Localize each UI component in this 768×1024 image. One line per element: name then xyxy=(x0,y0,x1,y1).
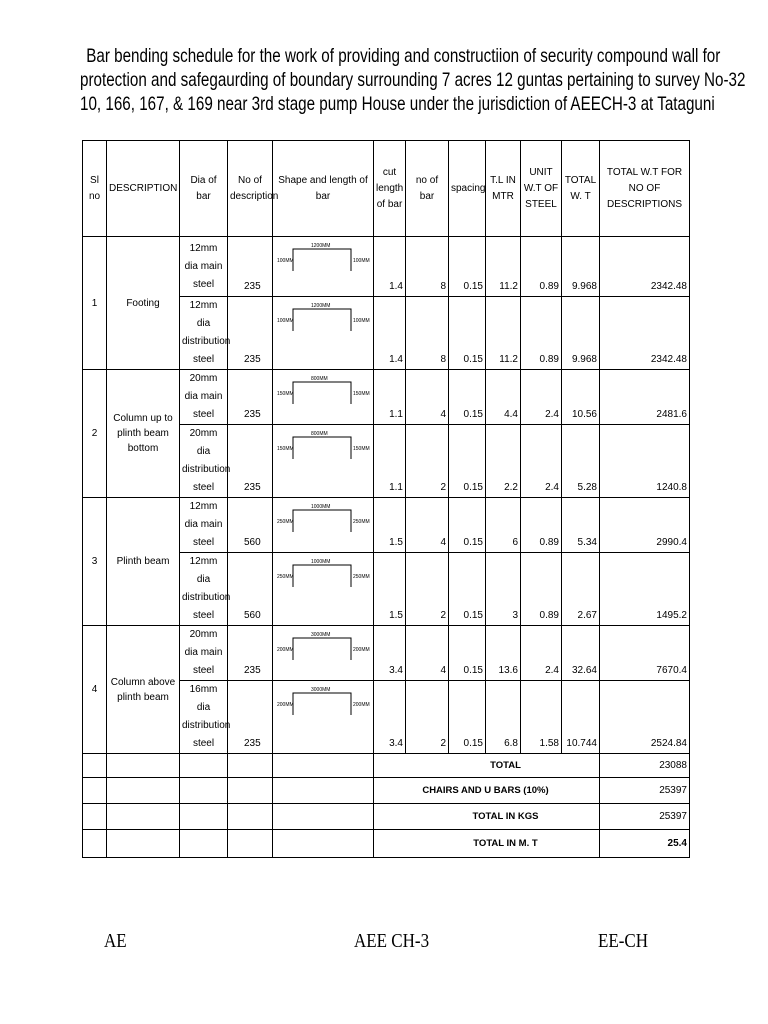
spacing-cell: 0.15 xyxy=(449,370,486,425)
tl-cell: 6 xyxy=(486,498,521,553)
bar-shape-line xyxy=(293,437,351,459)
shape-cell xyxy=(273,237,374,297)
empty-cell xyxy=(83,804,107,830)
total-wt-cell: 9.968 xyxy=(562,237,600,297)
total-all-cell: 1495.2 xyxy=(600,553,690,626)
tl-cell: 13.6 xyxy=(486,626,521,681)
shape-cell xyxy=(273,297,374,370)
bar-shape-diagram xyxy=(275,297,372,341)
spacing-cell: 0.15 xyxy=(449,626,486,681)
total-wt-cell: 5.28 xyxy=(562,425,600,498)
no-of-bar-cell: 4 xyxy=(406,626,449,681)
spacing-cell: 0.15 xyxy=(449,425,486,498)
empty-cell xyxy=(180,754,228,778)
bar-shape-diagram xyxy=(275,425,372,469)
no-desc-cell: 235 xyxy=(228,237,273,297)
shape-top-length: 1200MM xyxy=(311,303,331,309)
shape-cell xyxy=(273,626,374,681)
shape-top-length: 3000MM xyxy=(311,632,331,638)
totals-row xyxy=(83,804,690,830)
no-of-bar-cell: 2 xyxy=(406,681,449,754)
signature-ee: EE-CH xyxy=(598,930,649,952)
bar-shape-line xyxy=(293,565,351,587)
signature-ae: AE xyxy=(104,930,127,952)
empty-cell xyxy=(228,830,273,858)
bar-shape-diagram xyxy=(275,553,372,597)
totals-row xyxy=(83,778,690,804)
header-total-wt: TOTAL W. T xyxy=(562,141,600,237)
shape-right-length: 100MM xyxy=(353,258,370,264)
bar-bending-schedule-table xyxy=(82,140,690,858)
empty-cell xyxy=(83,778,107,804)
empty-cell xyxy=(228,778,273,804)
cut-length-cell: 1.5 xyxy=(374,553,406,626)
no-desc-cell: 235 xyxy=(228,681,273,754)
total-label: TOTAL xyxy=(374,754,600,778)
total-wt-cell: 9.968 xyxy=(562,297,600,370)
unit-wt-cell: 0.89 xyxy=(521,297,562,370)
header-spacing: spacing xyxy=(449,141,486,237)
header-unit-wt: UNIT W.T OF STEEL xyxy=(521,141,562,237)
bar-shape-diagram xyxy=(275,237,372,281)
spacing-cell: 0.15 xyxy=(449,237,486,297)
description-cell: Footing xyxy=(107,237,180,370)
empty-cell xyxy=(273,804,374,830)
shape-right-length: 200MM xyxy=(353,647,370,653)
total-all-cell: 1240.8 xyxy=(600,425,690,498)
empty-cell xyxy=(180,830,228,858)
empty-cell xyxy=(228,754,273,778)
shape-left-length: 200MM xyxy=(277,647,294,653)
header-tl: T.L IN MTR xyxy=(486,141,521,237)
schedule-row xyxy=(83,626,690,681)
cut-length-cell: 1.4 xyxy=(374,297,406,370)
spacing-cell: 0.15 xyxy=(449,297,486,370)
shape-right-length: 250MM xyxy=(353,519,370,525)
shape-right-length: 200MM xyxy=(353,702,370,708)
title-line-1: Bar bending schedule for the work of providing and constructiion of security compound wall for xyxy=(86,45,721,67)
cut-length-cell: 1.4 xyxy=(374,237,406,297)
bar-shape-line xyxy=(293,382,351,404)
shape-top-length: 1000MM xyxy=(311,504,331,510)
empty-cell xyxy=(180,778,228,804)
signature-aee: AEE CH-3 xyxy=(354,930,430,952)
sl-no-cell: 3 xyxy=(83,498,107,626)
total-all-cell: 2481.6 xyxy=(600,370,690,425)
cut-length-cell: 1.1 xyxy=(374,370,406,425)
header-shape: Shape and length of bar xyxy=(273,141,374,237)
dia-cell: 12mm dia main steel xyxy=(180,237,228,297)
shape-right-length: 250MM xyxy=(353,574,370,580)
shape-cell xyxy=(273,425,374,498)
bar-shape-diagram xyxy=(275,626,372,670)
cut-length-cell: 3.4 xyxy=(374,626,406,681)
tl-cell: 11.2 xyxy=(486,237,521,297)
total-wt-cell: 5.34 xyxy=(562,498,600,553)
schedule-row xyxy=(83,370,690,425)
no-of-bar-cell: 4 xyxy=(406,498,449,553)
sl-no-cell: 4 xyxy=(83,626,107,754)
shape-top-length: 1000MM xyxy=(311,559,331,565)
sl-no-cell: 1 xyxy=(83,237,107,370)
total-label: CHAIRS AND U BARS (10%) xyxy=(374,778,600,804)
shape-left-length: 150MM xyxy=(277,391,294,397)
shape-cell xyxy=(273,553,374,626)
total-all-cell: 2524.84 xyxy=(600,681,690,754)
description-cell: Plinth beam xyxy=(107,498,180,626)
total-all-cell: 7670.4 xyxy=(600,626,690,681)
unit-wt-cell: 0.89 xyxy=(521,553,562,626)
header-cut-length: cut length of bar xyxy=(374,141,406,237)
tl-cell: 2.2 xyxy=(486,425,521,498)
shape-top-length: 3000MM xyxy=(311,687,331,693)
shape-top-length: 1200MM xyxy=(311,243,331,249)
bar-shape-line xyxy=(293,510,351,532)
total-value: 25.4 xyxy=(600,830,690,858)
tl-cell: 11.2 xyxy=(486,297,521,370)
total-all-cell: 2342.48 xyxy=(600,297,690,370)
no-desc-cell: 235 xyxy=(228,297,273,370)
no-desc-cell: 560 xyxy=(228,498,273,553)
description-cell: Column up to plinth beam bottom xyxy=(107,370,180,498)
header-description: DESCRIPTION xyxy=(107,141,180,237)
title-line-2: protection and safegaurding of boundary surrounding 7 acres 12 guntas pertaining to survey No-32 xyxy=(80,69,746,91)
dia-cell: 20mm dia main steel xyxy=(180,370,228,425)
schedule-row xyxy=(83,237,690,297)
total-label: TOTAL IN M. T xyxy=(374,830,600,858)
empty-cell xyxy=(107,830,180,858)
header-dia: Dia of bar xyxy=(180,141,228,237)
total-all-cell: 2342.48 xyxy=(600,237,690,297)
shape-right-length: 150MM xyxy=(353,446,370,452)
header-row xyxy=(83,141,690,237)
document-title xyxy=(80,44,746,116)
header-sl-no: Sl no xyxy=(83,141,107,237)
total-wt-cell: 32.64 xyxy=(562,626,600,681)
bar-shape-line xyxy=(293,309,351,331)
spacing-cell: 0.15 xyxy=(449,553,486,626)
empty-cell xyxy=(273,754,374,778)
unit-wt-cell: 0.89 xyxy=(521,237,562,297)
dia-cell: 16mm dia distribution steel xyxy=(180,681,228,754)
bar-shape-diagram xyxy=(275,370,372,414)
shape-cell xyxy=(273,681,374,754)
tl-cell: 3 xyxy=(486,553,521,626)
no-desc-cell: 235 xyxy=(228,425,273,498)
dia-cell: 20mm dia distribution steel xyxy=(180,425,228,498)
empty-cell xyxy=(83,830,107,858)
header-total-all: TOTAL W.T FOR NO OF DESCRIPTIONS xyxy=(600,141,690,237)
empty-cell xyxy=(83,754,107,778)
no-of-bar-cell: 8 xyxy=(406,237,449,297)
cut-length-cell: 1.1 xyxy=(374,425,406,498)
header-no-of-bar: no of bar xyxy=(406,141,449,237)
dia-cell: 12mm dia main steel xyxy=(180,498,228,553)
empty-cell xyxy=(180,804,228,830)
totals-row xyxy=(83,754,690,778)
header-no-desc: No of description xyxy=(228,141,273,237)
total-wt-cell: 10.56 xyxy=(562,370,600,425)
total-wt-cell: 2.67 xyxy=(562,553,600,626)
total-wt-cell: 10.744 xyxy=(562,681,600,754)
no-of-bar-cell: 2 xyxy=(406,553,449,626)
total-value: 25397 xyxy=(600,804,690,830)
empty-cell xyxy=(107,804,180,830)
unit-wt-cell: 1.58 xyxy=(521,681,562,754)
bar-shape-diagram xyxy=(275,498,372,542)
bar-shape-line xyxy=(293,638,351,660)
shape-left-length: 100MM xyxy=(277,258,294,264)
shape-left-length: 250MM xyxy=(277,574,294,580)
no-desc-cell: 235 xyxy=(228,626,273,681)
unit-wt-cell: 0.89 xyxy=(521,498,562,553)
cut-length-cell: 3.4 xyxy=(374,681,406,754)
total-value: 25397 xyxy=(600,778,690,804)
bar-shape-diagram xyxy=(275,681,372,725)
shape-left-length: 200MM xyxy=(277,702,294,708)
schedule-body xyxy=(83,237,690,858)
total-label: TOTAL IN KGS xyxy=(374,804,600,830)
shape-right-length: 100MM xyxy=(353,318,370,324)
total-value: 23088 xyxy=(600,754,690,778)
tl-cell: 6.8 xyxy=(486,681,521,754)
dia-cell: 12mm dia distribution steel xyxy=(180,297,228,370)
schedule-row xyxy=(83,498,690,553)
no-of-bar-cell: 8 xyxy=(406,297,449,370)
shape-left-length: 250MM xyxy=(277,519,294,525)
empty-cell xyxy=(273,778,374,804)
no-of-bar-cell: 4 xyxy=(406,370,449,425)
totals-row xyxy=(83,830,690,858)
description-cell: Column above plinth beam xyxy=(107,626,180,754)
unit-wt-cell: 2.4 xyxy=(521,370,562,425)
tl-cell: 4.4 xyxy=(486,370,521,425)
shape-cell xyxy=(273,370,374,425)
unit-wt-cell: 2.4 xyxy=(521,425,562,498)
no-of-bar-cell: 2 xyxy=(406,425,449,498)
dia-cell: 12mm dia distribution steel xyxy=(180,553,228,626)
spacing-cell: 0.15 xyxy=(449,681,486,754)
spacing-cell: 0.15 xyxy=(449,498,486,553)
bar-shape-line xyxy=(293,249,351,271)
shape-right-length: 150MM xyxy=(353,391,370,397)
no-desc-cell: 235 xyxy=(228,370,273,425)
shape-left-length: 100MM xyxy=(277,318,294,324)
shape-top-length: 800MM xyxy=(311,431,328,437)
total-all-cell: 2990.4 xyxy=(600,498,690,553)
empty-cell xyxy=(228,804,273,830)
empty-cell xyxy=(273,830,374,858)
shape-top-length: 800MM xyxy=(311,376,328,382)
no-desc-cell: 560 xyxy=(228,553,273,626)
title-line-3: 10, 166, 167, & 169 near 3rd stage pump House under the jurisdiction of AEECH-3 at Tataguni xyxy=(80,93,715,115)
bar-shape-line xyxy=(293,693,351,715)
dia-cell: 20mm dia main steel xyxy=(180,626,228,681)
cut-length-cell: 1.5 xyxy=(374,498,406,553)
sl-no-cell: 2 xyxy=(83,370,107,498)
empty-cell xyxy=(107,778,180,804)
shape-cell xyxy=(273,498,374,553)
shape-left-length: 150MM xyxy=(277,446,294,452)
unit-wt-cell: 2.4 xyxy=(521,626,562,681)
empty-cell xyxy=(107,754,180,778)
